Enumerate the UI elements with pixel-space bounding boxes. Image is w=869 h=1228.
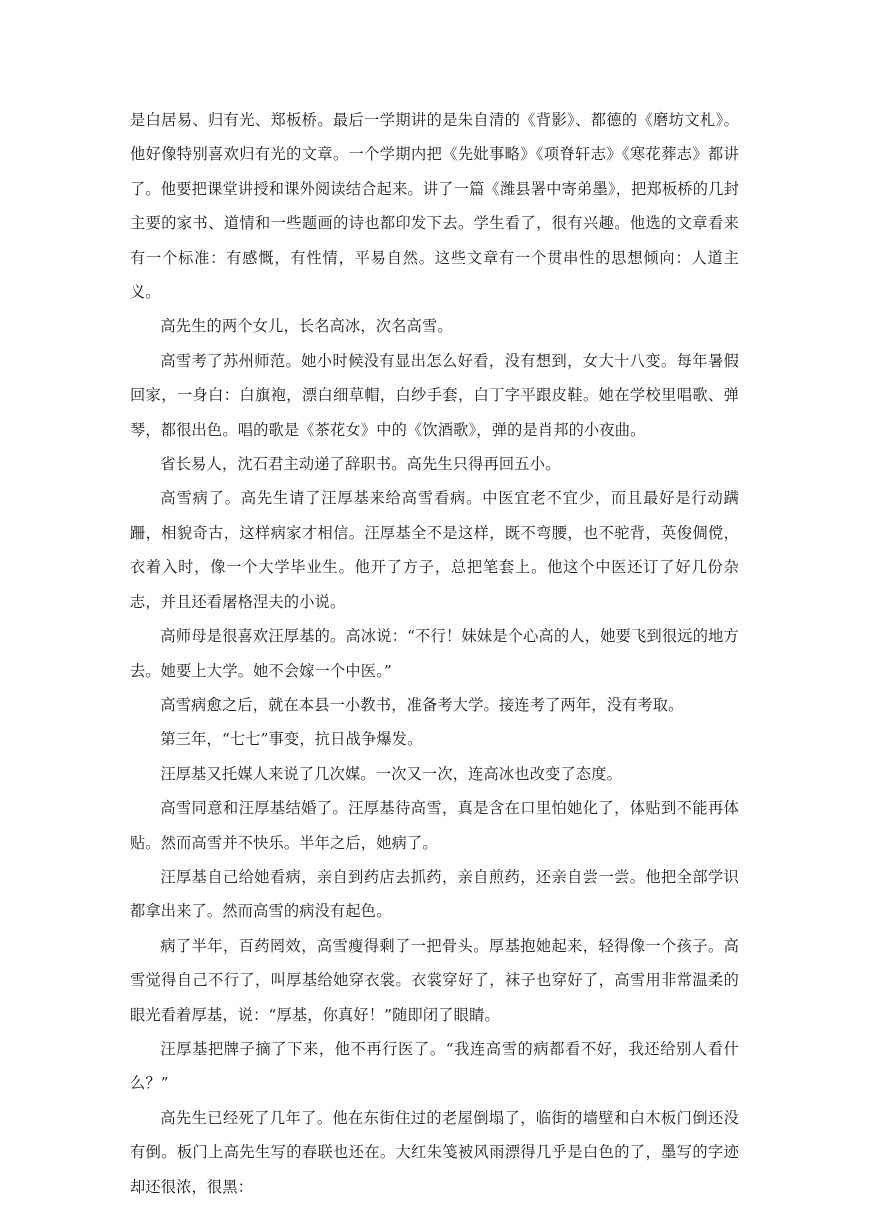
paragraph: 高先生已经死了几年了。他在东街住过的老屋倒塌了，临街的墙壁和白木板门倒还没有倒。板门上高先生写的春联也还在。大红朱笺被风雨漂得几乎是白色的了，墨写的字迹却还很浓，很黑： bbox=[130, 1108, 739, 1196]
paragraph: 高师母是很喜欢汪厚基的。高冰说：“不行！妹妹是个心高的人，她要飞到很远的地方去。她要上大学。她不会嫁一个中医。” bbox=[130, 627, 739, 680]
body-text bbox=[130, 103, 739, 1204]
paragraph: 第三年，“七七”事变，抗日战争爆发。 bbox=[160, 730, 423, 749]
paragraph: 汪厚基把牌子摘了下来，他不再行医了。“我连高雪的病都看不好，我还给别人看什么？” bbox=[130, 1039, 739, 1093]
paragraph: 省长易人，沈石君主动递了辞职书。高先生只得再回五小。 bbox=[160, 455, 561, 474]
paragraph: 汪厚基自己给她看病，亲自到药店去抓药，亲自煎药，还亲自尝一尝。他把全部学识都拿出来了。然而高雪的病没有起色。 bbox=[130, 867, 739, 921]
paragraph: 高雪病了。高先生请了汪厚基来给高雪看病。中医宜老不宜少，而且最好是行动蹒跚，相貌奇古，这样病家才相信。汪厚基全不是这样，既不弯腰，也不驼背，英俊倜傥，衣着入时，像一个大学毕业生。他开了方子，总把笔套上。他这个中医还订了好几份杂志，并且还看屠格涅夫的小说。 bbox=[130, 489, 739, 611]
paragraph: 高雪病愈之后，就在本县一小教书，准备考大学。接连考了两年，没有考取。 bbox=[160, 695, 684, 714]
paragraph: 是白居易、归有光、郑板桥。最后一学期讲的是朱自清的《背影》、都德的《磨坊文札》。他好像特别喜欢归有光的文章。一个学期内把《先妣事略》《项脊轩志》《寒花葬志》都讲了。他要把课堂讲授和课外阅读结合起来。讲了一篇《潍县署中寄弟墨》，把郑板桥的几封主要的家书、道情和一些题画的诗也都印发下去。学生看了，很有兴趣。他选的文章看来有一个标准：有感慨，有性情，平易自然。这些文章有一个贯串性的思想倾向：人道主义。 bbox=[130, 111, 739, 302]
paragraph: 病了半年，百药罔效，高雪瘦得剩了一把骨头。厚基抱她起来，轻得像一个孩子。高雪觉得自己不行了，叫厚基给她穿衣裳。衣裳穿好了，袜子也穿好了，高雪用非常温柔的眼光看着厚基，说：“厚基，你真好！”随即闭了眼睛。 bbox=[130, 936, 739, 1024]
paragraph: 高雪同意和汪厚基结婚了。汪厚基待高雪，真是含在口里怕她化了，体贴到不能再体贴。然而高雪并不快乐。半年之后，她病了。 bbox=[130, 799, 739, 852]
paragraph: 高先生的两个女儿，长名高冰，次名高雪。 bbox=[160, 317, 453, 336]
paragraph: 高雪考了苏州师范。她小时候没有显出怎么好看，没有想到，女大十八变。每年暑假回家，一身白：白旗袍，漂白细草帽，白纱手套，白丁字平跟皮鞋。她在学校里唱歌、弹琴，都很出色。唱的歌是《茶花女》中的《饮酒歌》，弹的是肖邦的小夜曲。 bbox=[130, 351, 739, 439]
paragraph: 汪厚基又托媒人来说了几次媒。一次又一次，连高冰也改变了态度。 bbox=[160, 764, 623, 783]
